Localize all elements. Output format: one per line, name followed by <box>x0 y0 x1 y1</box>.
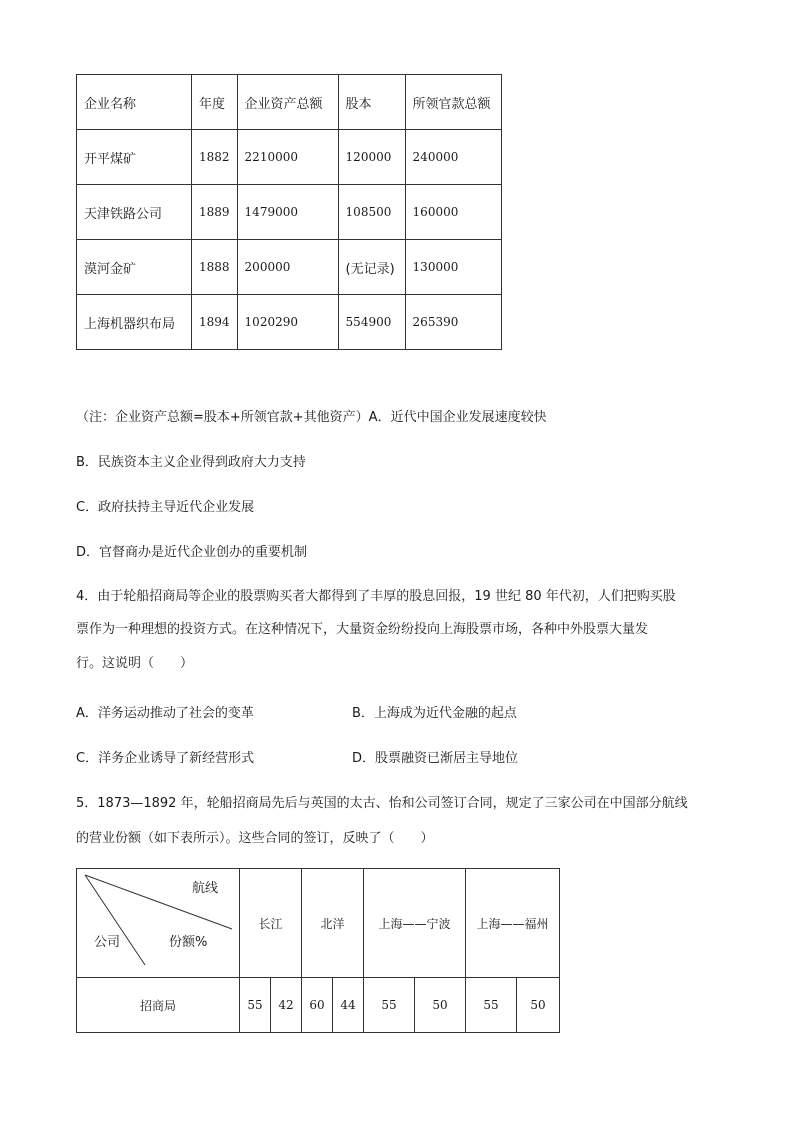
table-cell: 1889 <box>192 185 238 240</box>
table-cell: 108500 <box>338 185 405 240</box>
share-cell: 44 <box>333 978 364 1033</box>
enterprise-table <box>76 74 502 350</box>
q4-text-line-2: 票作为一种理想的投资方式。在这种情况下，大量资金纷纷投向上海股票市场，各种中外股票大量发 <box>76 622 649 637</box>
table-cell: 120000 <box>338 130 405 185</box>
q3-option-b: B．民族资本主义企业得到政府大力支持 <box>76 455 306 470</box>
table-cell: 1882 <box>192 130 238 185</box>
q3-option-d: D．官督商办是近代企业创办的重要机制 <box>76 545 308 560</box>
q4-option-b: B．上海成为近代金融的起点 <box>352 706 517 721</box>
table-row <box>77 185 502 240</box>
q5-text-line-2: 的营业份额（如下表所示）。这些合同的签订，反映了（ ） <box>76 831 434 846</box>
q3-note-option-a: （注：企业资产总额=股本+所领官款+其他资产）A．近代中国企业发展速度较快 <box>76 410 547 425</box>
table-row <box>77 295 502 350</box>
route-header-cell: 上海——福州 <box>466 869 560 978</box>
table-row <box>77 978 560 1033</box>
q4-text-line-1: 4．由于轮船招商局等企业的股票购买者大都得到了丰厚的股息回报，19 世纪 80 年代初，人们把购买股 <box>76 589 676 604</box>
share-label: 份额% <box>169 935 208 950</box>
table-cell: 160000 <box>405 185 501 240</box>
table-row <box>77 240 502 295</box>
q4-option-d: D．股票融资已渐居主导地位 <box>352 751 519 766</box>
table-cell: 265390 <box>405 295 501 350</box>
table-cell: 1894 <box>192 295 238 350</box>
table-cell: 开平煤矿 <box>77 130 192 185</box>
route-header-cell: 长江 <box>240 869 302 978</box>
table-cell: 1479000 <box>237 185 338 240</box>
table-cell: 2210000 <box>237 130 338 185</box>
table-cell: 漠河金矿 <box>77 240 192 295</box>
table-header-row <box>77 75 502 130</box>
table-header-row <box>77 869 560 978</box>
header-cell: 所领官款总额 <box>405 75 501 130</box>
q4-option-a: A．洋务运动推动了社会的变革 <box>76 706 254 721</box>
table-cell: 240000 <box>405 130 501 185</box>
table-row <box>77 130 502 185</box>
route-header-cell: 上海——宁波 <box>364 869 466 978</box>
q3-option-c: C．政府扶持主导近代企业发展 <box>76 500 255 515</box>
table-cell: 130000 <box>405 240 501 295</box>
share-cell: 60 <box>302 978 333 1033</box>
share-cell: 50 <box>517 978 560 1033</box>
share-cell: 55 <box>240 978 271 1033</box>
company-label: 公司 <box>94 935 121 950</box>
route-label: 航线 <box>192 881 219 896</box>
table-cell: 1020290 <box>237 295 338 350</box>
route-header-cell: 北洋 <box>302 869 364 978</box>
q4-option-c: C．洋务企业诱导了新经营形式 <box>76 751 255 766</box>
header-cell: 股本 <box>338 75 405 130</box>
table-cell: 1888 <box>192 240 238 295</box>
table-cell: 554900 <box>338 295 405 350</box>
table-cell: 天津铁路公司 <box>77 185 192 240</box>
header-cell: 年度 <box>192 75 238 130</box>
corner-header-cell <box>77 869 240 978</box>
table-cell: (无记录) <box>338 240 405 295</box>
share-cell: 55 <box>466 978 517 1033</box>
share-cell: 55 <box>364 978 415 1033</box>
header-cell: 企业名称 <box>77 75 192 130</box>
q5-text-line-1: 5．1873—1892 年，轮船招商局先后与英国的太古、怡和公司签订合同，规定了三家公司在中国部分航线 <box>76 796 688 811</box>
company-cell: 招商局 <box>77 978 240 1033</box>
share-cell: 50 <box>415 978 466 1033</box>
shipping-share-table <box>76 868 560 1033</box>
header-cell: 企业资产总额 <box>237 75 338 130</box>
q4-text-line-3: 行。这说明（ ） <box>76 656 194 671</box>
table-cell: 200000 <box>237 240 338 295</box>
share-cell: 42 <box>271 978 302 1033</box>
table-cell: 上海机器织布局 <box>77 295 192 350</box>
